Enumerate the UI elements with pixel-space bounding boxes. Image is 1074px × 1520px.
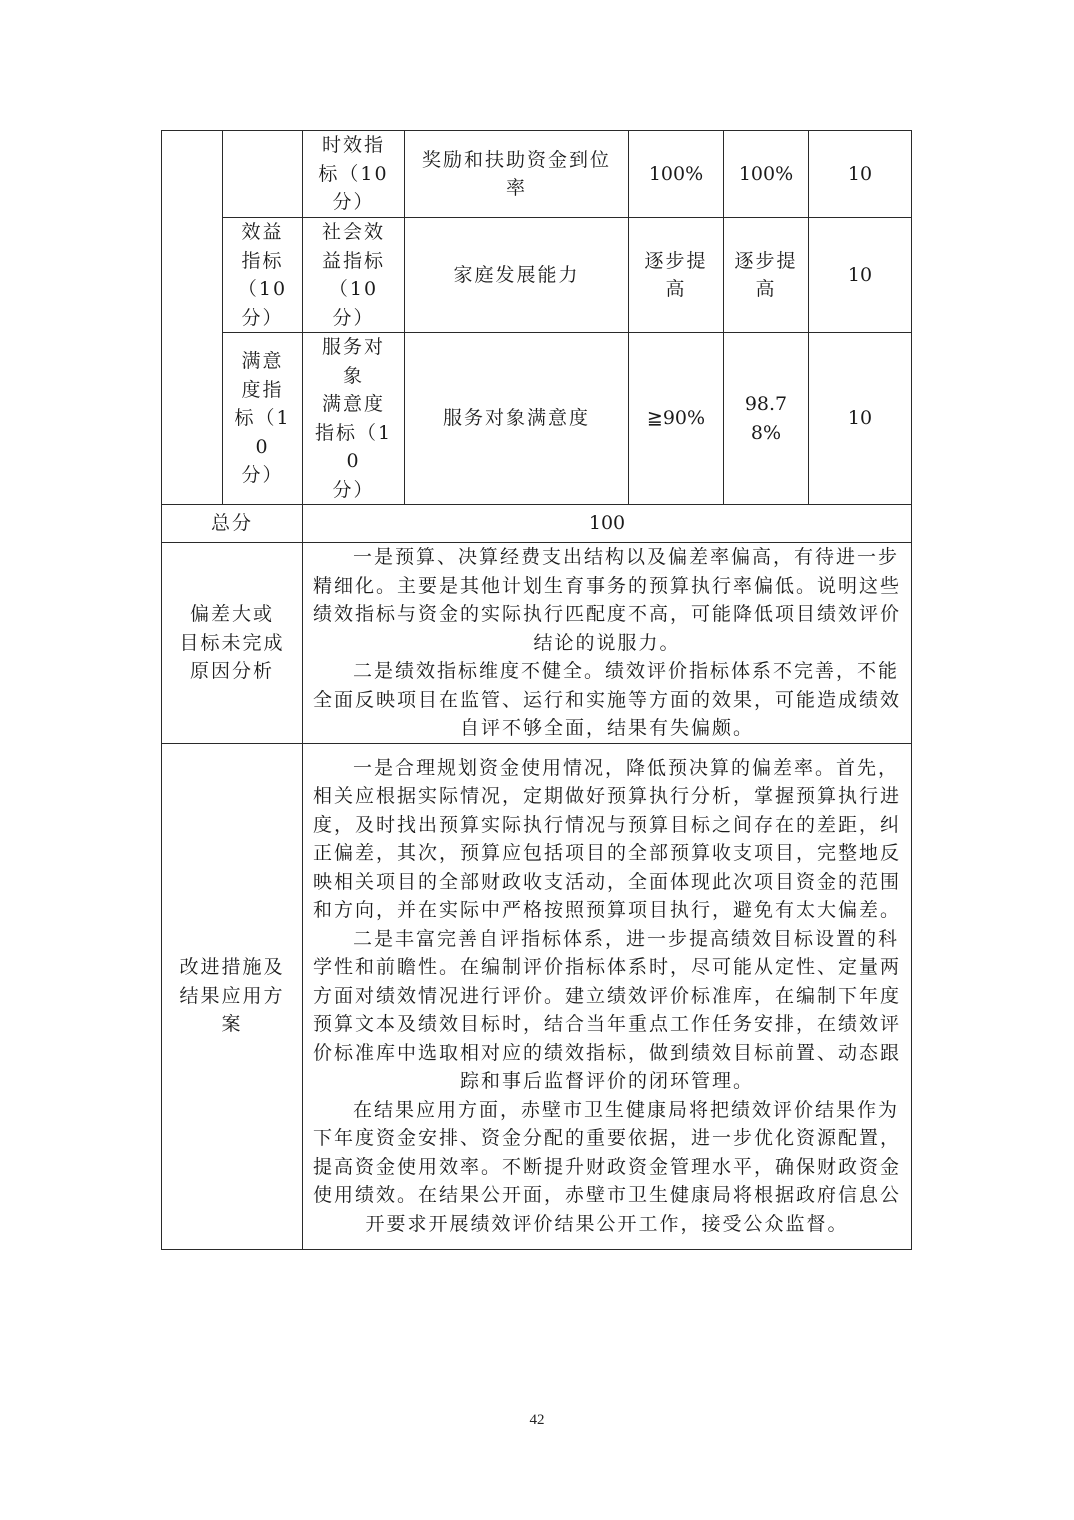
improvement-label-cell [162,743,303,1249]
actual-timeliness-cell: 100% [724,131,809,218]
level3-timeliness-line: 标（10 [318,162,389,185]
actual-satisfaction-cell: 98.78% [724,333,809,505]
improvement-paragraph: 一是合理规划资金使用情况，降低预决算的偏差率。首先，相关应根据实际情况，定期做好预算执行分析，掌握预算执行进度，及时找出预算实际执行情况与预算目标之间存在的差距，纠正偏差，其次，预算应包括项目的全部预算收支项目，完整地反映相关项目的全部财政收支活动，全面体现此次项目资金的范围和方向，并在实际中严格按照预算项目执行，避免有太大偏差。 [312,756,901,922]
level3-timeliness-cell [303,131,405,218]
level2-satisfaction-line: 满意 [241,350,284,373]
improvement-label-line: 结果应用方 [179,984,285,1007]
level3-satisfaction-line: 象 [342,364,364,387]
deviation-label-cell [162,543,303,744]
level2-benefit-line: 效益 [241,221,284,243]
indicator-timeliness-line: 率 [505,177,527,199]
indicator-satisfaction-cell: 服务对象满意度 [405,333,629,505]
total-label-cell: 总分 [162,505,303,543]
target-timeliness-cell: 100% [629,131,724,218]
level3-satisfaction-line: 指标（10 [314,421,393,472]
indicator-benefit-cell: 家庭发展能力 [405,218,629,333]
level3-benefit-line: 益指标 [321,249,385,272]
level3-satisfaction-line: 服务对 [321,336,385,358]
deviation-label-line: 原因分析 [189,660,274,682]
level2-satisfaction-line: 度指 [241,378,284,401]
level2-satisfaction-cell [223,333,303,505]
table-row-deviation [162,543,912,744]
score-benefit-cell: 10 [809,218,912,333]
level3-satisfaction-cell [303,333,405,505]
level1-cell-continued [162,131,223,505]
actual-benefit-line: 逐步提 [734,249,798,272]
actual-benefit-line: 高 [755,278,777,300]
performance-table [161,130,912,1250]
level2-benefit-cell [223,218,303,333]
level2-cell-continued [223,131,303,218]
improvement-paragraph: 在结果应用方面，赤壁市卫生健康局将把绩效评价结果作为下年度资金安排、资金分配的重要依据，进一步优化资源配置，提高资金使用效率。不断提升财政资金管理水平，确保财政资金使用绩效。在结果公开面，赤壁市卫生健康局将根据政府信息公开要求开展绩效评价结果公开工作，接受公众监督。 [312,1098,901,1235]
level2-satisfaction-line: 分） [241,464,284,487]
level2-benefit-line: 指标 [241,249,284,272]
improvement-label-line: 改进措施及 [179,956,285,979]
actual-benefit-cell [724,218,809,333]
table-row-satisfaction [162,333,912,505]
level2-benefit-line: （10 [237,278,288,300]
score-satisfaction-cell: 10 [809,333,912,505]
target-benefit-cell [629,218,724,333]
page-number: 42 [529,1412,545,1428]
level3-benefit-cell [303,218,405,333]
table-row-timeliness [162,131,912,218]
indicator-timeliness-line: 奖励和扶助资金到位 [421,148,611,171]
table-row-improvement [162,743,912,1249]
level3-timeliness-line: 时效指 [321,134,385,157]
level2-benefit-line: 分） [241,306,284,329]
deviation-content-cell [303,543,912,744]
table-row-total [162,505,912,543]
target-benefit-line: 高 [665,278,687,300]
improvement-label-line: 案 [221,1013,243,1036]
score-timeliness-cell: 10 [809,131,912,218]
deviation-paragraph: 一是预算、决算经费支出结构以及偏差率偏高，有待进一步精细化。主要是其他计划生育事务的预算执行率偏低。说明这些绩效指标与资金的实际执行匹配度不高，可能降低项目绩效评价结论的说服力。 [312,546,901,654]
level2-satisfaction-line: 标（10 [234,407,291,458]
improvement-paragraph: 二是丰富完善自评指标体系，进一步提高绩效目标设置的科学性和前瞻性。在编制评价指标体系时，尽可能从定性、定量两方面对绩效情况进行评价。建立绩效评价标准库，在编制下年度预算文本及绩效目标时，结合当年重点工作任务安排，在绩效评价标准库中选取相对应的绩效指标，做到绩效目标前置、动态跟踪和事后监督评价的闭环管理。 [312,927,901,1093]
level3-benefit-line: （10 分） [328,278,379,329]
level3-timeliness-line: 分） [332,191,375,214]
deviation-label-line: 偏差大或 [189,603,274,625]
deviation-label-line: 目标未完成 [179,631,285,654]
level3-satisfaction-line: 满意度 [321,393,385,415]
target-satisfaction-cell: ≧90% [629,333,724,505]
level3-satisfaction-line: 分） [332,478,375,501]
level3-benefit-line: 社会效 [321,221,385,243]
improvement-content-cell [303,743,912,1249]
indicator-timeliness-cell [405,131,629,218]
deviation-paragraph: 二是绩效指标维度不健全。绩效评价指标体系不完善，不能全面反映项目在监管、运行和实施等方面的效果，可能造成绩效自评不够全面，结果有失偏颇。 [312,660,901,739]
table-row-benefit [162,218,912,333]
target-benefit-line: 逐步提 [644,249,708,272]
total-value-cell: 100 [303,505,912,543]
